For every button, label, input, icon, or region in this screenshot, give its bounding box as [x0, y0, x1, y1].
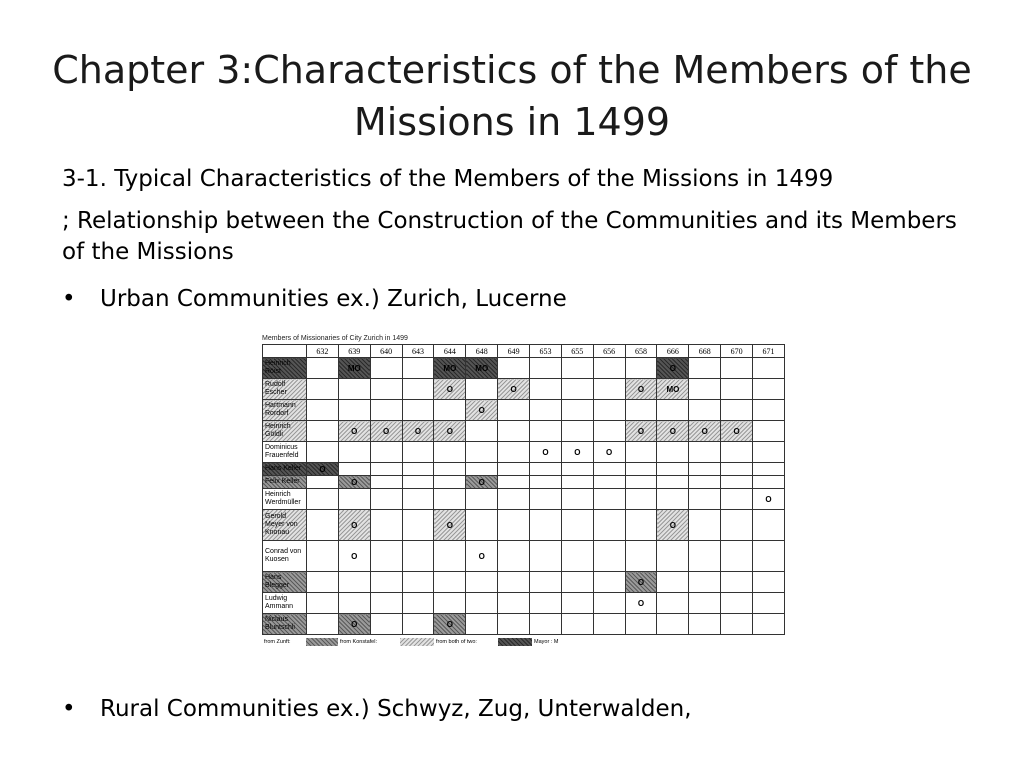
column-header: 632 — [307, 345, 339, 358]
table-cell — [498, 541, 530, 572]
table-cell — [721, 489, 753, 510]
row-name: Hans Keller — [263, 463, 307, 476]
table-cell — [338, 489, 370, 510]
table-cell — [498, 358, 530, 379]
table-cell — [530, 572, 562, 593]
table-cell — [593, 541, 625, 572]
table-cell — [370, 572, 402, 593]
table-cell — [466, 614, 498, 635]
table-cell — [689, 593, 721, 614]
table-cell — [434, 463, 466, 476]
table-cell: MO — [466, 358, 498, 379]
table-cell — [370, 442, 402, 463]
column-header: 653 — [530, 345, 562, 358]
table-cell — [434, 572, 466, 593]
table-cell — [721, 379, 753, 400]
table-caption: Members of Missionaries of City Zurich in 1499 — [262, 335, 408, 342]
table-cell: O — [530, 442, 562, 463]
table-cell — [689, 379, 721, 400]
table-cell — [593, 510, 625, 541]
table-row — [263, 572, 785, 593]
table-cell — [561, 593, 593, 614]
table-cell — [402, 476, 434, 489]
table-cell — [593, 400, 625, 421]
table-cell: O — [625, 572, 657, 593]
table-cell — [561, 379, 593, 400]
table-cell — [370, 489, 402, 510]
table-cell — [657, 463, 689, 476]
table-row — [263, 510, 785, 541]
table-cell — [593, 421, 625, 442]
table-row — [263, 476, 785, 489]
table-cell — [498, 593, 530, 614]
row-name: Ludwig Ammann — [263, 593, 307, 614]
table-cell — [561, 489, 593, 510]
table-cell — [625, 476, 657, 489]
table-cell — [307, 593, 339, 614]
missionaries-table — [262, 344, 785, 635]
table-cell — [498, 572, 530, 593]
slide-title: Chapter 3:Characteristics of the Members of the Missions in 1499 — [52, 48, 972, 144]
bullet-icon: • — [62, 286, 76, 312]
table-cell — [530, 358, 562, 379]
table-cell — [370, 510, 402, 541]
table-cell — [625, 358, 657, 379]
table-cell — [657, 614, 689, 635]
table-row — [263, 614, 785, 635]
table-cell — [689, 400, 721, 421]
bullet-icon: • — [62, 696, 76, 722]
table-cell — [530, 510, 562, 541]
table-cell — [561, 614, 593, 635]
table-cell — [466, 593, 498, 614]
table-cell — [402, 614, 434, 635]
table-legend — [262, 637, 784, 647]
table-cell: MO — [338, 358, 370, 379]
table-cell: MO — [657, 379, 689, 400]
table-cell — [593, 489, 625, 510]
table-row — [263, 358, 785, 379]
row-name: Conrad von Kuosen — [263, 541, 307, 572]
table-cell: O — [657, 421, 689, 442]
table-cell — [498, 400, 530, 421]
table-cell — [561, 541, 593, 572]
row-name: Dominicus Frauenfeld — [263, 442, 307, 463]
table-cell: O — [338, 510, 370, 541]
table-cell — [466, 510, 498, 541]
table-cell — [753, 476, 785, 489]
table-cell — [530, 541, 562, 572]
column-header: 639 — [338, 345, 370, 358]
row-name: Hartmann Rordorf — [263, 400, 307, 421]
table-cell — [625, 541, 657, 572]
table-cell — [370, 463, 402, 476]
table-cell — [593, 463, 625, 476]
table-cell — [338, 463, 370, 476]
column-header: 666 — [657, 345, 689, 358]
table-cell — [689, 489, 721, 510]
table-cell: O — [434, 614, 466, 635]
table-cell — [307, 358, 339, 379]
legend-mayor-label: Mayor : M — [534, 639, 559, 645]
table-cell: O — [434, 421, 466, 442]
table-cell — [721, 442, 753, 463]
table-cell — [466, 379, 498, 400]
table-cell: O — [657, 510, 689, 541]
table-cell — [370, 593, 402, 614]
table-cell — [530, 463, 562, 476]
legend-zunft-swatch — [306, 638, 338, 646]
table-cell — [434, 476, 466, 489]
column-header: 668 — [689, 345, 721, 358]
table-cell — [657, 572, 689, 593]
legend-both-swatch — [498, 638, 532, 646]
table-cell — [561, 510, 593, 541]
table-row — [263, 593, 785, 614]
table-cell: O — [434, 379, 466, 400]
table-cell: O — [498, 379, 530, 400]
bullet-rural-text: Rural Communities ex.) Schwyz, Zug, Unterwalden, — [100, 696, 692, 722]
table-cell: O — [370, 421, 402, 442]
row-name: Heinrich Werdmüller — [263, 489, 307, 510]
table-cell — [753, 442, 785, 463]
table-cell — [498, 476, 530, 489]
table-cell — [593, 358, 625, 379]
table-cell — [307, 541, 339, 572]
table-cell — [370, 614, 402, 635]
column-header: 640 — [370, 345, 402, 358]
table-cell: O — [721, 421, 753, 442]
table-cell — [370, 358, 402, 379]
table-cell — [338, 400, 370, 421]
table-cell — [593, 379, 625, 400]
table-row — [263, 442, 785, 463]
table-cell — [498, 463, 530, 476]
table-cell: O — [466, 541, 498, 572]
table-cell — [498, 442, 530, 463]
table-cell — [402, 541, 434, 572]
table-cell — [498, 510, 530, 541]
table-cell — [657, 541, 689, 572]
table-cell — [466, 421, 498, 442]
table-cell — [657, 442, 689, 463]
table-cell — [625, 489, 657, 510]
table-cell: O — [338, 476, 370, 489]
table-cell — [402, 463, 434, 476]
table-cell: O — [689, 421, 721, 442]
table-cell — [625, 510, 657, 541]
table-cell — [753, 379, 785, 400]
table-cell: O — [338, 421, 370, 442]
table-cell — [466, 463, 498, 476]
table-cell — [307, 442, 339, 463]
table-cell: MO — [434, 358, 466, 379]
table-cell — [593, 593, 625, 614]
table-cell — [721, 593, 753, 614]
table-cell — [434, 541, 466, 572]
table-cell: O — [657, 358, 689, 379]
table-cell — [530, 614, 562, 635]
row-name: Niclaus Bluntschli — [263, 614, 307, 635]
legend-konstafel-swatch — [400, 638, 434, 646]
table-cell — [753, 510, 785, 541]
table-cell — [434, 400, 466, 421]
row-name: Gerold Meyer von Knonau — [263, 510, 307, 541]
legend-konstafel-label: from Konstafel: — [340, 639, 377, 645]
table-cell: O — [625, 379, 657, 400]
table-cell — [721, 400, 753, 421]
table-cell — [307, 421, 339, 442]
table-row — [263, 400, 785, 421]
table-cell — [561, 463, 593, 476]
table-cell — [498, 421, 530, 442]
table-cell — [530, 489, 562, 510]
table-cell — [402, 510, 434, 541]
missionaries-table-figure — [262, 333, 784, 647]
table-cell — [370, 476, 402, 489]
table-cell — [466, 489, 498, 510]
bullet-urban — [62, 284, 567, 314]
table-cell: O — [338, 614, 370, 635]
table-cell — [466, 442, 498, 463]
table-cell — [753, 614, 785, 635]
table-cell — [625, 614, 657, 635]
table-cell — [657, 476, 689, 489]
table-cell — [338, 379, 370, 400]
table-cell — [370, 541, 402, 572]
column-header: 670 — [721, 345, 753, 358]
table-cell — [721, 614, 753, 635]
table-cell: O — [307, 463, 339, 476]
table-cell — [689, 358, 721, 379]
column-header: 644 — [434, 345, 466, 358]
column-header: 655 — [561, 345, 593, 358]
column-header: 648 — [466, 345, 498, 358]
row-name: Heinrich Göldli — [263, 421, 307, 442]
table-cell — [307, 572, 339, 593]
bullet-rural — [62, 694, 692, 724]
column-header: 656 — [593, 345, 625, 358]
row-name: Hans Blegger — [263, 572, 307, 593]
section-subheading: ; Relationship between the Construction of the Communities and its Members of the Missions — [62, 208, 957, 265]
table-cell — [530, 379, 562, 400]
table-cell — [689, 463, 721, 476]
table-cell — [561, 400, 593, 421]
table-cell: O — [625, 421, 657, 442]
table-cell — [402, 442, 434, 463]
table-cell — [689, 476, 721, 489]
table-cell — [434, 593, 466, 614]
table-cell — [402, 489, 434, 510]
table-cell — [402, 593, 434, 614]
table-cell — [721, 358, 753, 379]
row-name: Felix Keller — [263, 476, 307, 489]
table-cell — [689, 442, 721, 463]
table-cell — [434, 489, 466, 510]
table-cell — [530, 476, 562, 489]
table-cell: O — [593, 442, 625, 463]
header-corner — [263, 345, 307, 358]
legend-zunft-label: from Zunft: — [264, 639, 291, 645]
row-name: Heinrich Röist — [263, 358, 307, 379]
table-cell: O — [434, 510, 466, 541]
table-cell — [338, 572, 370, 593]
table-cell — [753, 421, 785, 442]
table-cell — [530, 593, 562, 614]
table-cell: O — [338, 541, 370, 572]
table-cell — [593, 476, 625, 489]
table-cell — [434, 442, 466, 463]
table-cell — [593, 614, 625, 635]
table-cell — [721, 541, 753, 572]
table-cell — [657, 489, 689, 510]
column-header: 649 — [498, 345, 530, 358]
table-cell — [498, 614, 530, 635]
table-cell — [338, 442, 370, 463]
table-cell — [689, 614, 721, 635]
table-cell — [498, 489, 530, 510]
table-cell — [402, 358, 434, 379]
table-cell — [307, 400, 339, 421]
table-cell — [753, 572, 785, 593]
table-row — [263, 421, 785, 442]
table-row — [263, 379, 785, 400]
table-cell — [721, 463, 753, 476]
table-cell — [307, 476, 339, 489]
table-cell — [307, 379, 339, 400]
column-header: 658 — [625, 345, 657, 358]
table-cell: O — [402, 421, 434, 442]
table-cell — [307, 489, 339, 510]
table-cell — [338, 593, 370, 614]
row-name: Rudolf Escher — [263, 379, 307, 400]
table-cell — [466, 572, 498, 593]
table-row — [263, 541, 785, 572]
table-cell — [721, 572, 753, 593]
table-cell — [402, 400, 434, 421]
section-heading: 3-1. Typical Characteristics of the Members of the Missions in 1499 — [62, 166, 834, 192]
column-header: 643 — [402, 345, 434, 358]
table-cell — [561, 572, 593, 593]
table-cell — [561, 358, 593, 379]
table-cell: O — [753, 489, 785, 510]
table-cell: O — [625, 593, 657, 614]
table-cell — [657, 593, 689, 614]
table-cell — [753, 463, 785, 476]
table-cell — [530, 400, 562, 421]
table-cell: O — [561, 442, 593, 463]
table-cell — [689, 572, 721, 593]
table-cell — [593, 572, 625, 593]
table-cell — [307, 510, 339, 541]
table-cell — [721, 476, 753, 489]
table-row — [263, 489, 785, 510]
table-cell — [625, 463, 657, 476]
table-cell — [561, 421, 593, 442]
column-header: 671 — [753, 345, 785, 358]
table-cell — [625, 400, 657, 421]
table-cell — [689, 541, 721, 572]
table-cell — [402, 572, 434, 593]
table-cell — [307, 614, 339, 635]
table-cell — [561, 476, 593, 489]
table-cell — [753, 358, 785, 379]
table-cell — [721, 510, 753, 541]
table-cell — [657, 400, 689, 421]
table-cell — [370, 379, 402, 400]
table-cell — [753, 400, 785, 421]
table-cell — [402, 379, 434, 400]
table-cell — [370, 400, 402, 421]
bullet-urban-text: Urban Communities ex.) Zurich, Lucerne — [100, 286, 567, 312]
table-cell — [753, 541, 785, 572]
table-cell — [753, 593, 785, 614]
table-cell — [530, 421, 562, 442]
table-cell — [689, 510, 721, 541]
legend-both-label: from both of two: — [436, 639, 477, 645]
table-cell: O — [466, 476, 498, 489]
table-row — [263, 463, 785, 476]
table-cell — [625, 442, 657, 463]
table-cell: O — [466, 400, 498, 421]
